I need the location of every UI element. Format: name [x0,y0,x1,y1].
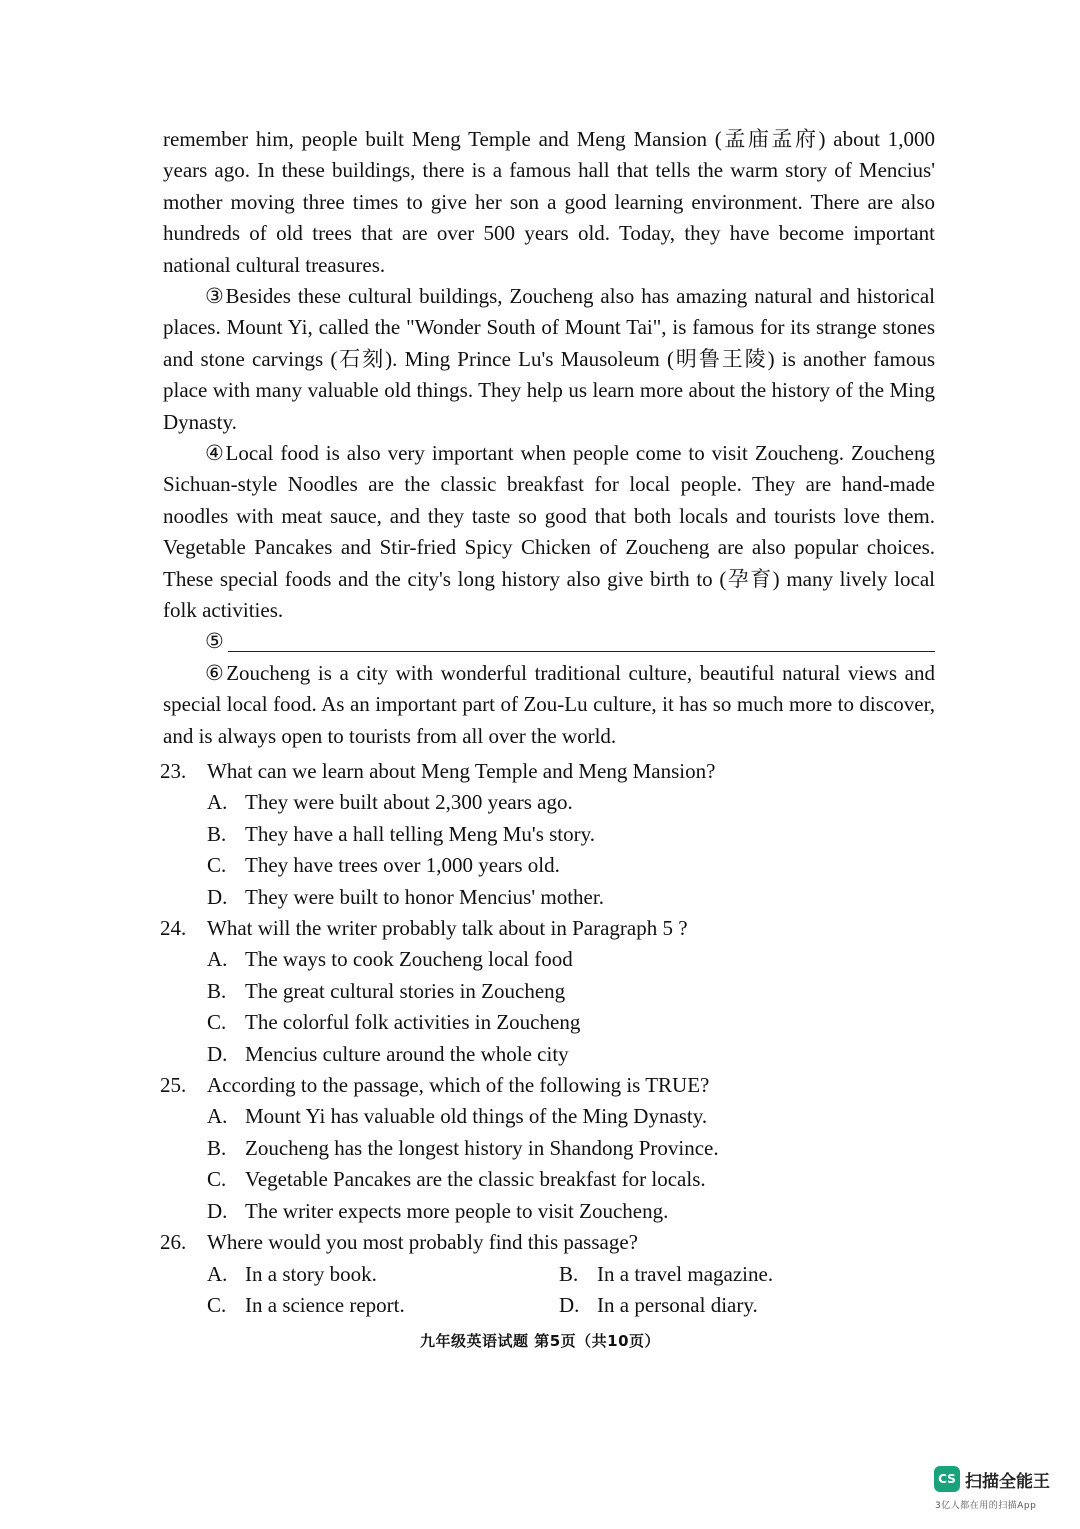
option-letter: B. [207,821,227,846]
option-a [160,787,940,818]
paragraph-4: ④Local food is also very important when people come to visit Zoucheng. Zoucheng Sichuan-style Noodles are the classic breakfast for local people. They are hand-made noodles with meat sauce, and they taste so good that both locals and tourists love them. Vegetable Pancakes and Stir-fried Spicy Chicken of Zoucheng are also popular choices. These special foods and the city's long history also give birth to (孕育) many lively local folk activities. [163,441,935,623]
option-b [160,819,940,850]
option-text: In a science report. [245,1292,405,1317]
option-text: The ways to cook Zoucheng local food [245,947,573,972]
scanner-watermark [934,1466,1064,1516]
option-text: The great cultural stories in Zoucheng [245,978,566,1003]
option-letter: C. [207,853,227,878]
option-letter: C. [207,1292,227,1317]
option-letter: B. [207,1135,227,1160]
option-letter: B. [207,978,227,1003]
option-letter: D. [207,1041,228,1066]
option-letter: A. [207,947,228,972]
question-number: 25. [160,1073,187,1098]
option-c [160,1007,940,1038]
question-number: 23. [160,759,187,783]
option-text: In a travel magazine. [597,1261,774,1286]
option-a [160,1259,559,1290]
question-23 [160,756,940,913]
option-text: Vegetable Pancakes are the classic breakfast for locals. [245,1167,706,1192]
question-number: 26. [160,1230,187,1255]
page-footer: 九年级英语试题 第5页（共10页） [419,1332,661,1350]
question-26 [160,1227,940,1321]
option-a [160,944,940,975]
question-24 [160,913,940,1070]
option-letter: A. [207,790,228,815]
paragraph-3: ③Besides these cultural buildings, Zoucheng also has amazing natural and historical places. Mount Yi, called the "Wonder South of Mount Tai", is famous for its strange stones and stone carvings (石刻). Ming Prince Lu's Mausoleum (明鲁王陵) is another famous place with many valuable old things. They help us learn more about the history of the Ming Dynasty. [163,284,935,434]
option-text: They have trees over 1,000 years old. [245,853,560,878]
option-text: The colorful folk activities in Zoucheng [245,1010,581,1035]
option-letter: A. [207,1261,228,1286]
blank-underline [228,651,935,652]
option-letter: D. [207,1198,228,1223]
question-list [160,756,940,1321]
option-letter: B. [559,1261,579,1286]
option-c [160,1164,940,1195]
option-c [160,850,940,881]
question-25 [160,1070,940,1227]
option-b [559,1259,911,1290]
option-text: They were built to honor Mencius' mother. [245,884,604,909]
option-d [559,1290,911,1321]
option-c [160,1290,559,1321]
option-text: Mount Yi has valuable old things of the Ming Dynasty. [245,1104,708,1129]
option-letter: C. [207,1010,227,1035]
option-text: The writer expects more people to visit Zoucheng. [245,1198,669,1223]
question-stem: According to the passage, which of the following is TRUE? [207,1073,710,1098]
option-letter: C. [207,1167,227,1192]
question-stem: What can we learn about Meng Temple and Meng Mansion? [207,759,716,783]
paragraph-5-marker: ⑤ [205,629,224,654]
option-b [160,976,940,1007]
watermark-app-name: 扫描全能王 [965,1472,1050,1492]
question-stem: Where would you most probably find this passage? [207,1230,638,1255]
option-d [160,1039,940,1070]
option-letter: D. [207,884,228,909]
question-stem: What will the writer probably talk about in Paragraph 5 ? [207,916,688,941]
option-d [160,1196,940,1227]
option-text: In a personal diary. [597,1292,758,1317]
paragraph-6: ⑥Zoucheng is a city with wonderful traditional culture, beautiful natural views and special local food. As an important part of Zou-Lu culture, it has so much more to discover, and is always open to tourists from all over the world. [163,660,935,748]
option-text: Mencius culture around the whole city [245,1041,569,1066]
option-letter: D. [559,1292,580,1317]
reading-passage [163,124,935,752]
option-letter: A. [207,1104,228,1129]
paragraph-5-blank [163,627,935,658]
option-d [160,882,940,913]
option-b [160,1133,940,1164]
watermark-tagline: 3亿人都在用的扫描App [935,1501,1037,1511]
camscanner-logo-icon: CS [934,1466,960,1492]
paragraph-2-continued: remember him, people built Meng Temple and Meng Mansion (孟庙孟府) about 1,000 years ago. In these buildings, there is a famous hall that tells the warm story of Mencius' mother moving three times to give her son a good learning environment. There are also hundreds of old trees that are over 500 years old. Today, they have become important national cultural treasures. [163,127,935,277]
option-a [160,1101,940,1132]
option-text: In a story book. [245,1261,377,1286]
option-text: Zoucheng has the longest history in Shandong Province. [245,1135,719,1160]
option-text: They have a hall telling Meng Mu's story. [245,821,596,846]
option-text: They were built about 2,300 years ago. [245,790,573,815]
question-number: 24. [160,916,187,941]
